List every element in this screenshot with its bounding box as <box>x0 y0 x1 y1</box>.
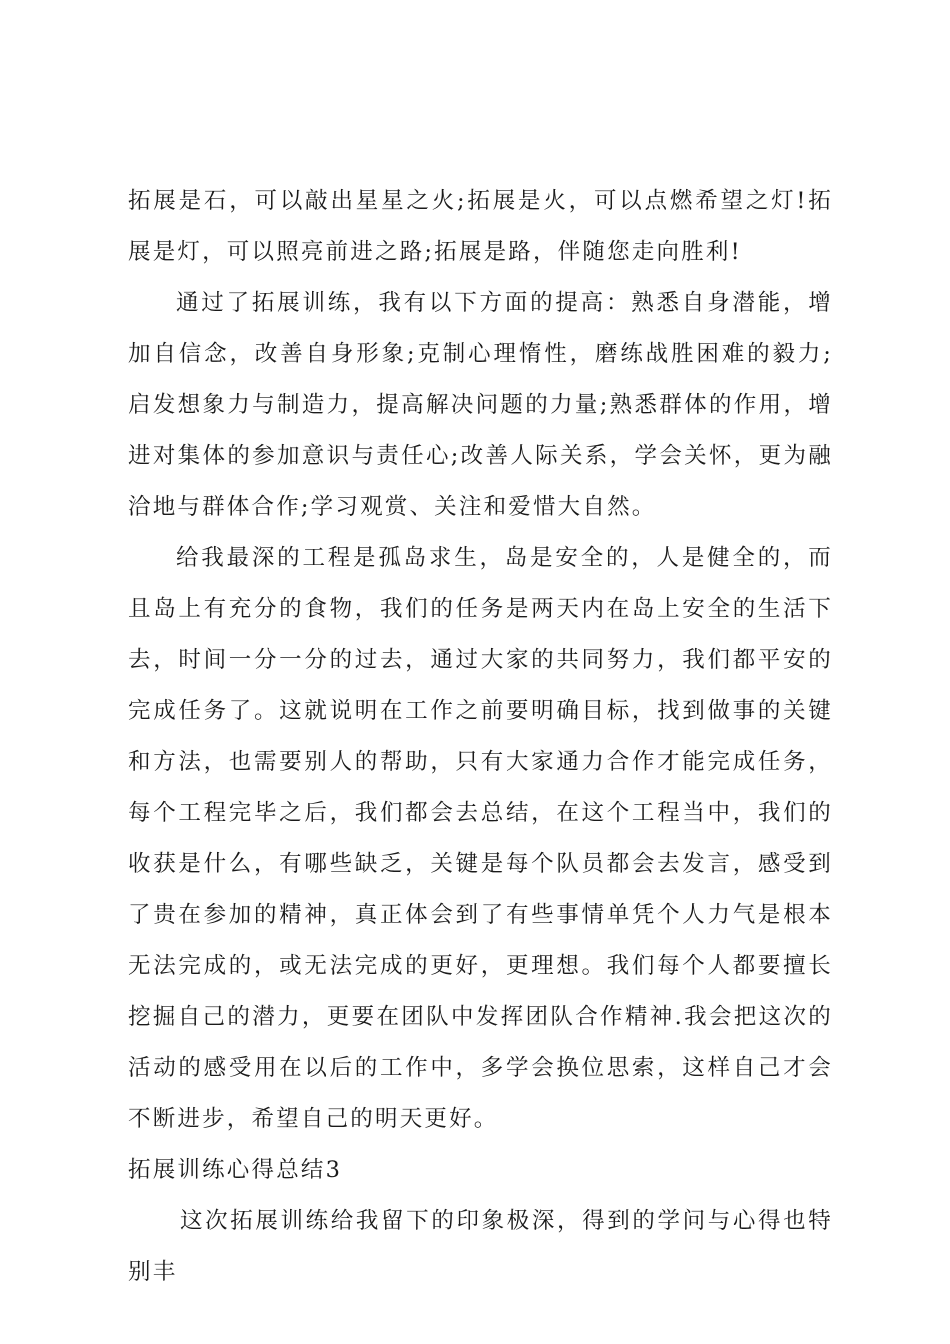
paragraph-1: 拓展是石，可以敲出星星之火;拓展是火，可以点燃希望之灯!拓展是灯，可以照亮前进之路;拓展是路，伴随您走向胜利! <box>128 188 833 265</box>
section-paragraph: 这次拓展训练给我留下的印象极深，得到的学问与心得也特别丰 <box>128 1208 833 1285</box>
section-title: 拓展训练心得总结3 <box>128 1157 343 1183</box>
paragraph-3: 给我最深的工程是孤岛求生，岛是安全的，人是健全的，而且岛上有充分的食物，我们的任务是两天内在岛上安全的生活下去，时间一分一分的过去，通过大家的共同努力，我们都平安的完成任务了。这就说明在工作之前要明确目标，找到做事的关键和方法，也需要别人的帮助，只有大家通力合作才能完成任务，每个工程完毕之后，我们都会去总结，在这个工程当中，我们的收获是什么，有哪些缺乏，关键是每个队员都会去发言，感受到了贵在参加的精神，真正体会到了有些事情单凭个人力气是根本无法完成的，或无法完成的更好，更理想。我们每个人都要擅长挖掘自己的潜力，更要在团队中发挥团队合作精神.我会把这次的活动的感受用在以后的工作中，多学会换位思索，这样自己才会不断进步，希望自己的明天更好。 <box>128 545 833 1132</box>
document-body <box>128 176 833 1298</box>
paragraph-2: 通过了拓展训练，我有以下方面的提高：熟悉自身潜能，增加自信念，改善自身形象;克制心理惰性，磨练战胜困难的毅力;启发想象力与制造力，提高解决问题的力量;熟悉群体的作用，增进对集体的参加意识与责任心;改善人际关系，学会关怀，更为融洽地与群体合作;学习观赏、关注和爱惜大自然。 <box>128 290 833 520</box>
